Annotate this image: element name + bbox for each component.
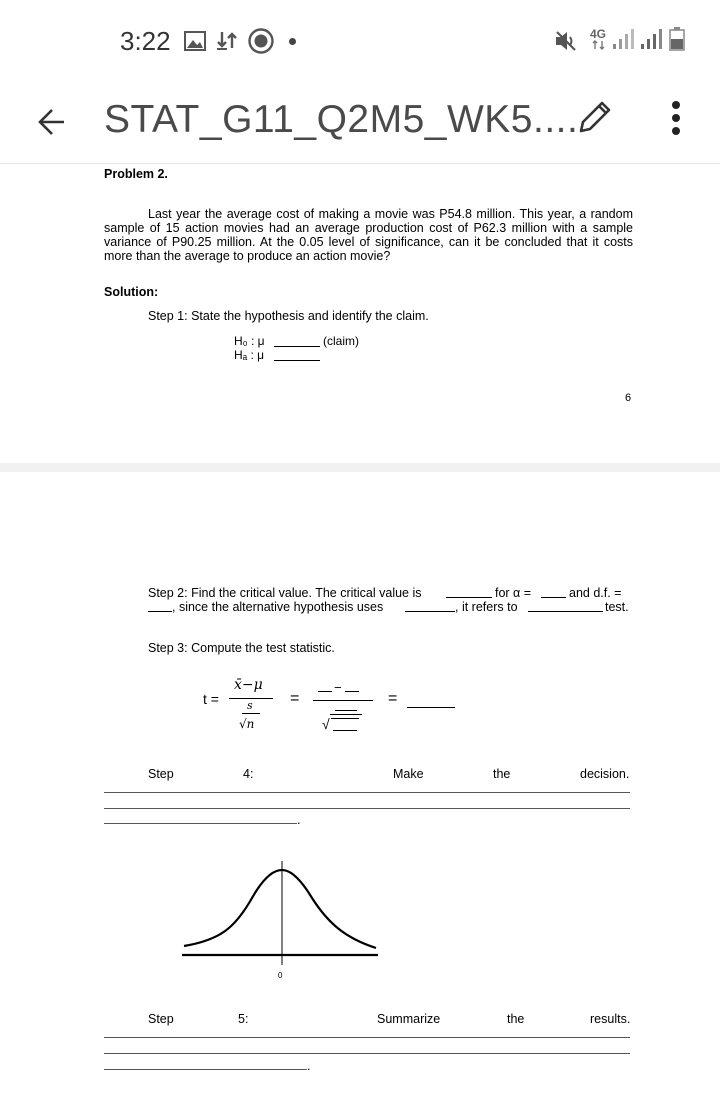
sync-icon [215, 29, 239, 51]
zero-label: 0 [278, 971, 283, 980]
app-bar [0, 84, 720, 164]
battery-icon [669, 27, 685, 51]
ha-blank [274, 360, 320, 361]
status-bar [0, 0, 720, 84]
sqrt-overline [331, 718, 359, 719]
more-vert-icon[interactable] [664, 96, 688, 140]
step5-answer-line-2 [104, 1053, 630, 1054]
signal-icon [612, 28, 634, 50]
document-title: STAT_G11_Q2M5_WK5.... [104, 98, 579, 141]
network-type: 4G [590, 27, 607, 41]
formula-equals-1: = [290, 690, 300, 707]
step4-w2: the [493, 767, 511, 781]
bell-curve-diagram [180, 858, 380, 966]
blank-mu [345, 691, 359, 692]
page-number: 6 [625, 392, 632, 404]
problem-label: Problem 2. [104, 167, 168, 181]
step4-step: Step [148, 767, 174, 781]
step2-line1-b: for α = [495, 586, 532, 600]
formula-equals-2: = [388, 690, 398, 707]
alt-hypothesis-blank [405, 611, 455, 612]
back-arrow-icon[interactable] [30, 102, 70, 142]
critical-value-blank [446, 597, 492, 598]
step3-text: Step 3: Compute the test statistic. [148, 641, 335, 655]
step4-answer-line-2 [104, 808, 630, 809]
step4-num: 4: [243, 767, 254, 781]
step5-w3: results. [590, 1012, 631, 1026]
normal-curve [184, 870, 376, 948]
solution-label: Solution: [104, 285, 159, 299]
alpha-blank [541, 597, 566, 598]
step5-answer-line-3 [104, 1069, 307, 1070]
ha-label: Hₐ : μ [234, 348, 265, 362]
step5-period: . [307, 1059, 311, 1073]
step5-w1: Summarize [377, 1012, 441, 1026]
step5-w2: the [507, 1012, 525, 1026]
h0-label: H₀ : μ [234, 334, 265, 348]
step2-line2-c: test. [605, 600, 629, 614]
blank-sub-fraction-bar [330, 714, 362, 715]
page-separator [0, 463, 720, 472]
step4-period: . [297, 813, 301, 827]
step5-answer-line-1 [104, 1037, 630, 1038]
problem-text: Last year the average cost of making a movie was P54.8 million. This year, a random sample of 15 action movies had an average production cost of P62.3 million with a sample variance of P90.25 million. At the 0.05 level of significance, can it be concluded that it costs more than the average to produce an action movie? [104, 207, 633, 263]
formula-s: s [247, 699, 253, 712]
formula-numerator: x̄−μ [234, 677, 263, 693]
t-value-blank [407, 707, 455, 708]
status-time: 3:22 [120, 26, 171, 56]
h0-claim: (claim) [323, 334, 359, 348]
step5-step: Step [148, 1012, 174, 1026]
step4-answer-line-3 [104, 823, 297, 824]
blank-xbar [318, 691, 332, 692]
formula-sqrt-n: √n [239, 717, 255, 731]
step1-text: Step 1: State the hypothesis and identify the claim. [148, 309, 429, 323]
formula-sub-fraction-bar [242, 713, 260, 714]
formula-minus: − [334, 680, 342, 695]
edit-pencil-icon[interactable] [574, 96, 616, 138]
h0-blank [274, 346, 320, 347]
step2-line1-a: Step 2: Find the critical value. The critical value is [148, 586, 422, 600]
blank-s [335, 710, 357, 711]
mute-icon [554, 29, 578, 53]
notification-dot [289, 38, 296, 45]
signal-icon-2 [640, 28, 662, 50]
step2-line2-a: , since the alternative hypothesis uses [172, 600, 384, 614]
formula-blank-fraction-bar [313, 700, 373, 701]
blank-n [333, 730, 357, 731]
recording-icon [247, 27, 275, 55]
gallery-icon [184, 31, 206, 51]
formula-sqrt: √ [322, 716, 330, 732]
formula-t-equals: t = [203, 691, 219, 707]
step4-answer-line-1 [104, 792, 630, 793]
step4-w1: Make [393, 767, 424, 781]
df-blank [148, 611, 172, 612]
step2-line1-c: and d.f. = [569, 586, 622, 600]
test-type-blank [528, 611, 603, 612]
step5-num: 5: [238, 1012, 249, 1026]
data-arrows-icon [592, 40, 606, 50]
step2-line2-b: , it refers to [455, 600, 518, 614]
step4-w3: decision. [580, 767, 630, 781]
